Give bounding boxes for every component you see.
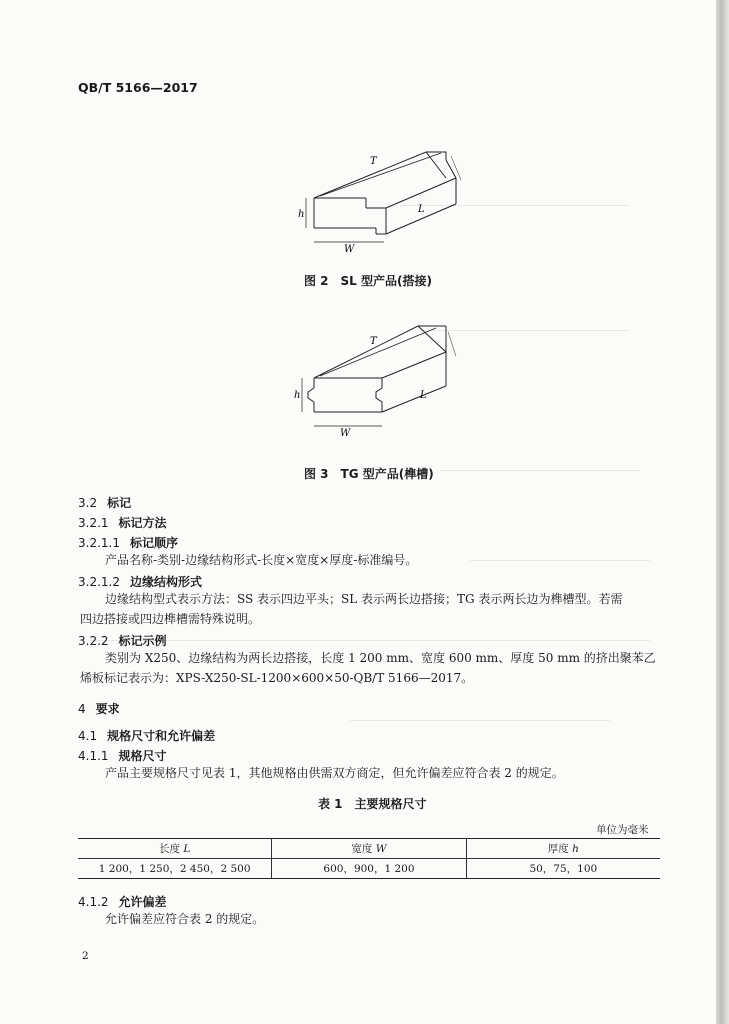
section-3-2-1-heading: 3.2.1 标记方法	[78, 516, 167, 530]
table-1	[78, 838, 660, 879]
figure-2-sl-diagram	[296, 138, 466, 258]
section-4-1-2-text: 允许偏差应符合表 2 的规定。	[105, 912, 265, 926]
section-3-2-2-heading: 3.2.2 标记示例	[78, 634, 167, 648]
header-thickness: 厚度 h	[466, 839, 660, 859]
table-header-row	[78, 839, 660, 859]
page-edge-shadow	[716, 0, 729, 1024]
section-4-1-1-text: 产品主要规格尺寸见表 1，其他规格由供需双方商定，但允许偏差应符合表 2 的规定。	[105, 766, 564, 780]
fig2-label-h: h	[298, 209, 305, 220]
section-3-2-1-2-text-line1: 边缘结构型式表示方法：SS 表示四边平头；SL 表示两长边搭接；TG 表示两长边为榫槽型。若需	[105, 592, 623, 606]
fig3-label-T: T	[370, 336, 377, 347]
table-1-unit: 单位为毫米	[596, 824, 649, 836]
cell-thickness: 50，75，100	[466, 859, 660, 879]
figure-3-tg-diagram	[296, 312, 466, 442]
section-3-2-1-2-heading: 3.2.1.2 边缘结构形式	[78, 575, 202, 589]
fig3-label-W: W	[340, 428, 351, 439]
standard-code: QB/T 5166—2017	[78, 80, 198, 95]
section-3-2-2-text-line1: 类别为 X250、边缘结构为两长边搭接，长度 1 200 mm、宽度 600 mm、厚度 50 mm 的挤出聚苯乙	[105, 651, 656, 665]
page-number: 2	[82, 950, 89, 962]
cell-width: 600，900，1 200	[272, 859, 466, 879]
header-length: 长度 L	[78, 839, 272, 859]
cell-length: 1 200，1 250，2 450，2 500	[78, 859, 272, 879]
section-3-2-heading: 3.2 标记	[78, 496, 132, 510]
section-3-2-1-1-text: 产品名称-类别-边缘结构形式-长度×宽度×厚度-标准编号。	[105, 553, 418, 567]
section-4-heading: 4 要求	[78, 702, 120, 716]
fig2-label-T: T	[370, 156, 377, 167]
header-width: 宽度 W	[272, 839, 466, 859]
fig3-label-L: L	[420, 390, 427, 401]
section-4-1-2-heading: 4.1.2 允许偏差	[78, 895, 167, 909]
fig3-label-h: h	[294, 390, 301, 401]
fig2-label-L: L	[418, 204, 425, 215]
table-1-caption: 表 1 主要规格尺寸	[318, 797, 427, 811]
section-3-2-2-text-line2: 烯板标记表示为：XPS-X250-SL-1200×600×50-QB/T 5166—2017。	[80, 671, 474, 685]
section-3-2-1-2-text-line2: 四边搭接或四边榫槽需特殊说明。	[80, 612, 261, 626]
figure-2-caption: 图 2 SL 型产品(搭接)	[304, 274, 432, 288]
section-4-1-1-heading: 4.1.1 规格尺寸	[78, 749, 167, 763]
figure-3-caption: 图 3 TG 型产品(榫槽)	[304, 467, 434, 481]
section-4-1-heading: 4.1 规格尺寸和允许偏差	[78, 729, 216, 743]
table-row	[78, 859, 660, 879]
section-3-2-1-1-heading: 3.2.1.1 标记顺序	[78, 536, 178, 550]
fig2-label-W: W	[344, 244, 355, 255]
